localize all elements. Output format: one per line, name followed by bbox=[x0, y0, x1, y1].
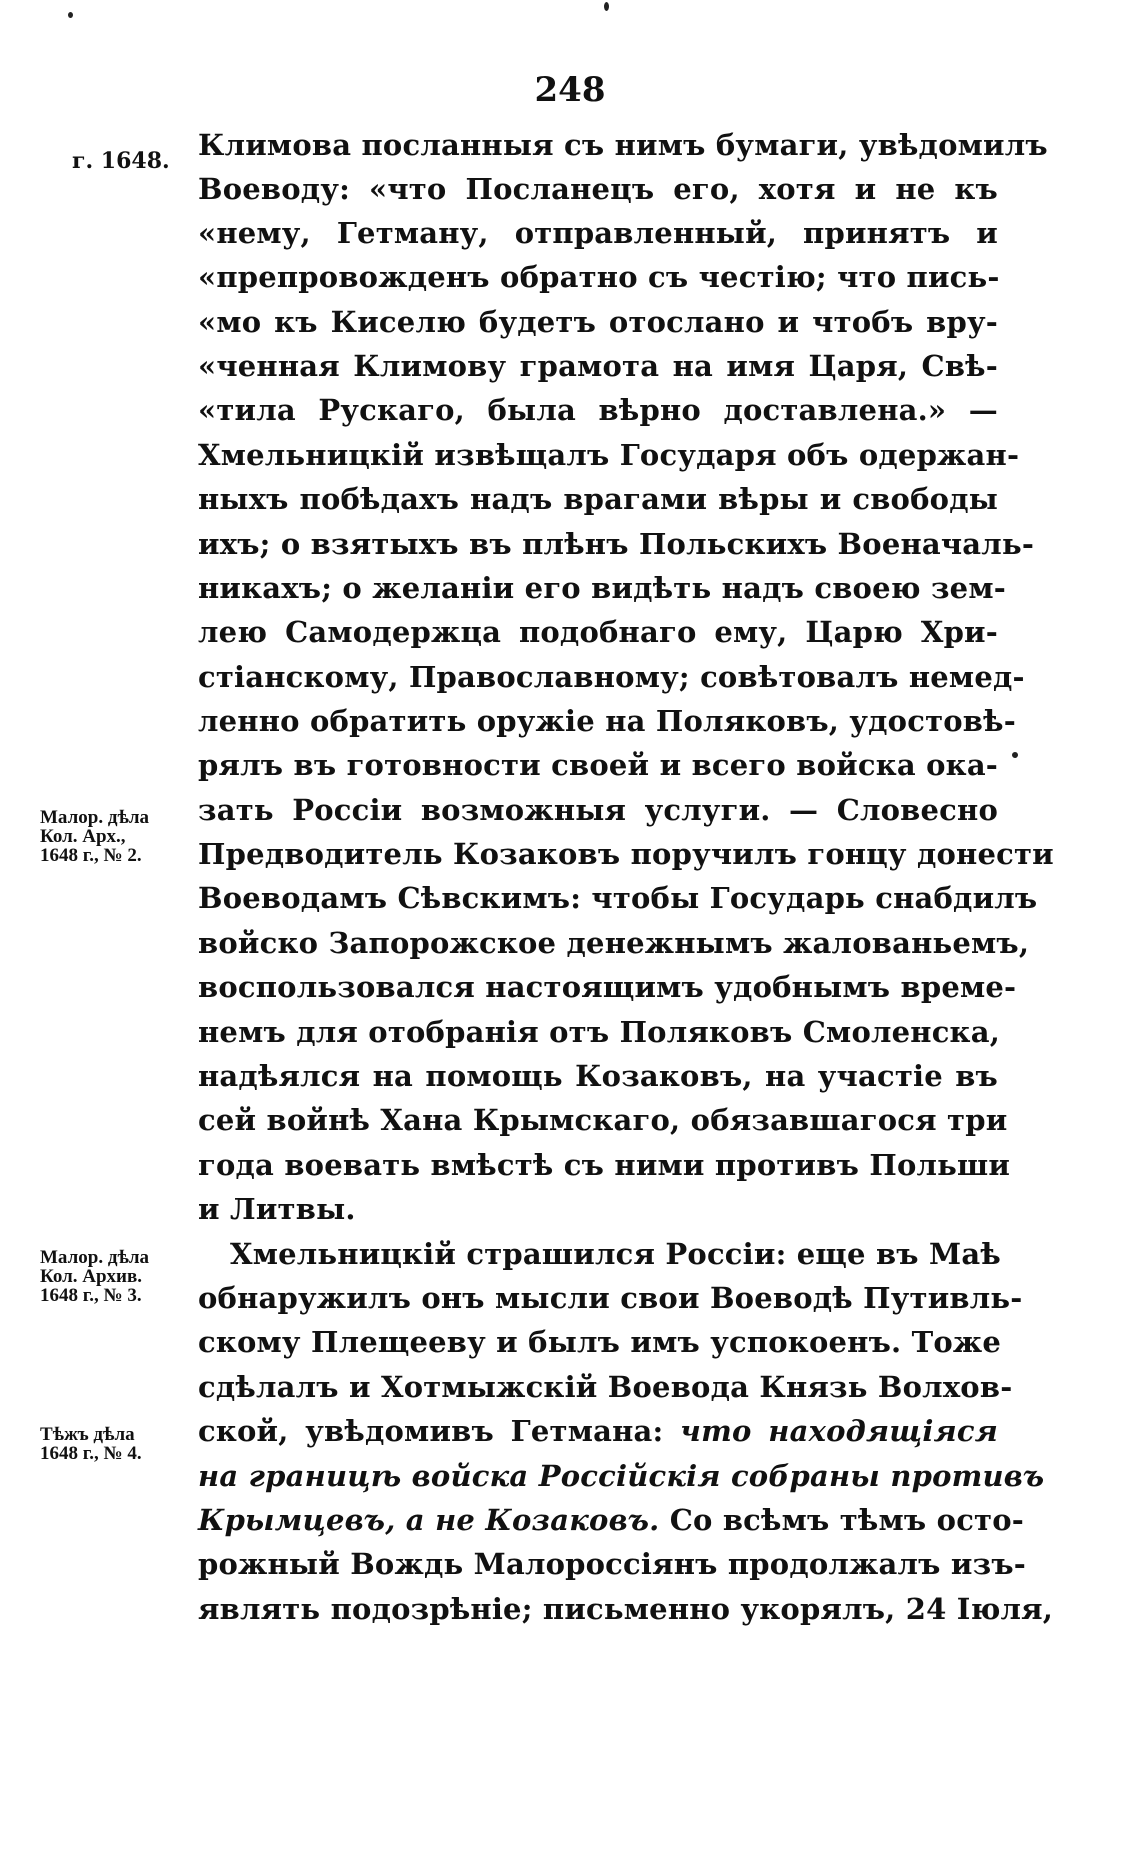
text-line: ленно обратить оружіе на Поляковъ, удостовѣ- bbox=[198, 704, 1016, 738]
text-line: Хмельницкій страшился Россіи: еще въ Маѣ bbox=[230, 1237, 1001, 1271]
margin-note-line: Кол. Арх., bbox=[40, 826, 126, 847]
text-line: сей войнѣ Хана Крымскаго, обязавшагося три bbox=[198, 1103, 1008, 1137]
text-line: «тила Рускаго, была вѣрно доставлена.» — bbox=[198, 393, 998, 427]
margin-note-line: 1648 г., № 2. bbox=[40, 845, 142, 866]
margin-note-line: Тѣжъ дѣла bbox=[40, 1424, 135, 1445]
text-line: Воеводамъ Сѣвскимъ: чтобы Государь снабдилъ bbox=[198, 881, 1038, 915]
text-line: ныхъ побѣдахъ надъ врагами вѣры и свободы bbox=[198, 482, 998, 516]
text-line: «нему, Гетману, отправленный, принятъ и bbox=[198, 216, 998, 250]
text-line: «препровожденъ обратно съ честію; что пись- bbox=[198, 260, 1000, 294]
text-line: Климова посланныя съ нимъ бумаги, увѣдомилъ bbox=[198, 128, 1048, 162]
margin-note-source bbox=[40, 808, 190, 865]
text-line: скому Плещееву и былъ имъ успокоенъ. Тоже bbox=[198, 1325, 1002, 1359]
margin-note-line: Малор. дѣла bbox=[40, 1247, 149, 1268]
page-number: 248 bbox=[534, 70, 606, 110]
print-speck bbox=[604, 2, 609, 11]
margin-note-line: Кол. Архив. bbox=[40, 1266, 142, 1287]
text-line: Хмельницкій извѣщалъ Государя объ одержан- bbox=[198, 438, 1020, 472]
text-line: надѣялся на помощь Козаковъ, на участіе въ bbox=[198, 1059, 998, 1093]
text-line: «ченная Климову грамота на имя Царя, Свѣ- bbox=[198, 349, 998, 383]
text-line: никахъ; о желаніи его видѣть надъ своею зем- bbox=[198, 571, 1006, 605]
text-line: обнаружилъ онъ мысли свои Воеводѣ Путивль- bbox=[198, 1281, 1023, 1315]
italic-phrase: Крымцевъ, а не Козаковъ. bbox=[198, 1503, 660, 1537]
text-line: сдѣлалъ и Хотмыжскій Воевода Князь Волхов- bbox=[198, 1370, 1013, 1404]
text-line: рожный Вождь Малороссіянъ продолжалъ изъ- bbox=[198, 1547, 1027, 1581]
text-line: Предводитель Козаковъ поручилъ гонцу донести bbox=[198, 837, 1054, 871]
year-margin-note: г. 1648. bbox=[72, 148, 170, 174]
margin-note-source bbox=[40, 1425, 190, 1463]
text-line: на границѣ войска Россійскія собраны противъ bbox=[198, 1459, 1045, 1493]
text-line: и Литвы. bbox=[198, 1192, 356, 1226]
text-line: лею Самодержца подобнаго ему, Царю Хри- bbox=[198, 615, 998, 649]
text-line: воспользовался настоящимъ удобнымъ време- bbox=[198, 970, 1017, 1004]
print-speck bbox=[68, 12, 73, 18]
text-line: зать Россіи возможныя услуги. — Словесно bbox=[198, 793, 998, 827]
margin-note-line: 1648 г., № 4. bbox=[40, 1443, 142, 1464]
text-line: рялъ въ готовности своей и всего войска ока- bbox=[198, 748, 999, 782]
italic-phrase: что находящіяся bbox=[680, 1414, 998, 1448]
text-segment: Со всѣмъ тѣмъ осто- bbox=[669, 1503, 1024, 1537]
text-line: Воеводу: «что Посланецъ его, хотя и не къ bbox=[198, 172, 998, 206]
text-line: ихъ; о взятыхъ въ плѣнъ Польскихъ Военачаль- bbox=[198, 527, 1035, 561]
margin-note-source bbox=[40, 1248, 190, 1305]
text-line: войско Запорожское денежнымъ жалованьемъ, bbox=[198, 926, 1030, 960]
print-speck bbox=[1012, 752, 1018, 758]
text-line: немъ для отобранія отъ Поляковъ Смоленска, bbox=[198, 1015, 1000, 1049]
margin-note-line: 1648 г., № 3. bbox=[40, 1285, 142, 1306]
text-line: являть подозрѣніе; письменно укорялъ, 24 Іюля, bbox=[198, 1592, 1054, 1626]
text-line: «мо къ Киселю будетъ отослано и чтобъ вру- bbox=[198, 305, 998, 339]
text-segment: ской, увѣдомивъ Гетмана: bbox=[198, 1414, 664, 1448]
margin-note-line: Малор. дѣла bbox=[40, 807, 149, 828]
text-line: стіанскому, Православному; совѣтовалъ немед- bbox=[198, 660, 1025, 694]
text-line bbox=[198, 1414, 998, 1448]
text-line: года воевать вмѣстѣ съ ними противъ Польши bbox=[198, 1148, 1011, 1182]
text-line bbox=[198, 1503, 1024, 1537]
